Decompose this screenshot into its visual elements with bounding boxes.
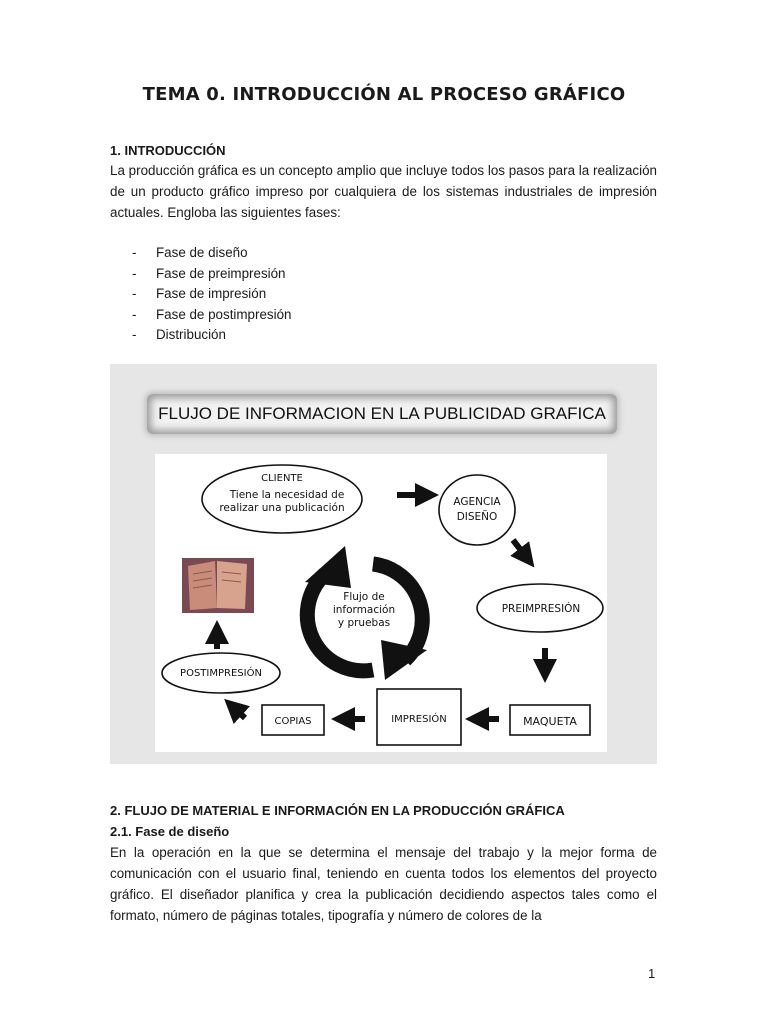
copias-node: [262, 705, 324, 735]
section-1-paragraph: La producción gráfica es un concepto amplio que incluye todos los pasos para la realización de un producto gráfico impreso por cualquiera de los sistemas industriales de impresión actuales. Engloba las siguientes fases:: [110, 163, 657, 220]
svg-text:MAQUETA: MAQUETA: [523, 715, 577, 728]
section-2-1-paragraph: En la operación en la que se determina el mensaje del trabajo y la mejor forma de comunicación con el usuario final, teniendo en cuenta todos los elementos del proyecto gráfico. El diseñador planifica y crea la publicación decidiendo aspectos tales como el formato, número de páginas totales, tipografía y número de colores de la: [110, 845, 657, 923]
svg-text:información: información: [332, 604, 396, 616]
cliente-node: [202, 465, 362, 533]
page-title: TEMA 0. INTRODUCCIÓN AL PROCESO GRÁFICO: [142, 84, 626, 105]
impresion-node: [377, 689, 461, 745]
section-1-heading: 1. INTRODUCCIÓN: [110, 143, 226, 158]
svg-text:realizar una publicación: realizar una publicación: [219, 502, 345, 514]
arrow-agencia-preimpresion: [513, 540, 527, 558]
svg-text:IMPRESIÓN: IMPRESIÓN: [391, 714, 447, 725]
page-number: 1: [648, 966, 656, 981]
svg-text:Tiene la necesidad de: Tiene la necesidad de: [229, 489, 345, 501]
flow-diagram: [155, 454, 607, 752]
agencia-node: [439, 475, 515, 545]
figure-banner: FLUJO DE INFORMACION EN LA PUBLICIDAD GRAFICA: [147, 394, 617, 434]
svg-text:Flujo de: Flujo de: [343, 591, 385, 603]
svg-text:PREIMPRESIÓN: PREIMPRESIÓN: [501, 603, 581, 615]
svg-text:DISEÑO: DISEÑO: [456, 511, 498, 523]
svg-text:y pruebas: y pruebas: [337, 617, 391, 629]
arrow-copias-postimpresion: [233, 707, 245, 718]
flow-diagram-figure: [110, 364, 657, 764]
svg-text:COPIAS: COPIAS: [274, 716, 312, 727]
maqueta-node: [510, 705, 590, 735]
book-image: [182, 558, 254, 613]
svg-text:CLIENTE: CLIENTE: [261, 473, 303, 484]
preimpresion-node: [477, 584, 603, 632]
svg-text:AGENCIA: AGENCIA: [453, 496, 501, 508]
section-2-1-heading: 2.1. Fase de diseño: [110, 824, 230, 839]
postimpresion-node: [162, 653, 280, 693]
svg-text:POSTIMPRESIÓN: POSTIMPRESIÓN: [180, 668, 262, 679]
section-2-heading: 2. FLUJO DE MATERIAL E INFORMACIÓN EN LA PRODUCCIÓN GRÁFICA: [110, 803, 565, 818]
